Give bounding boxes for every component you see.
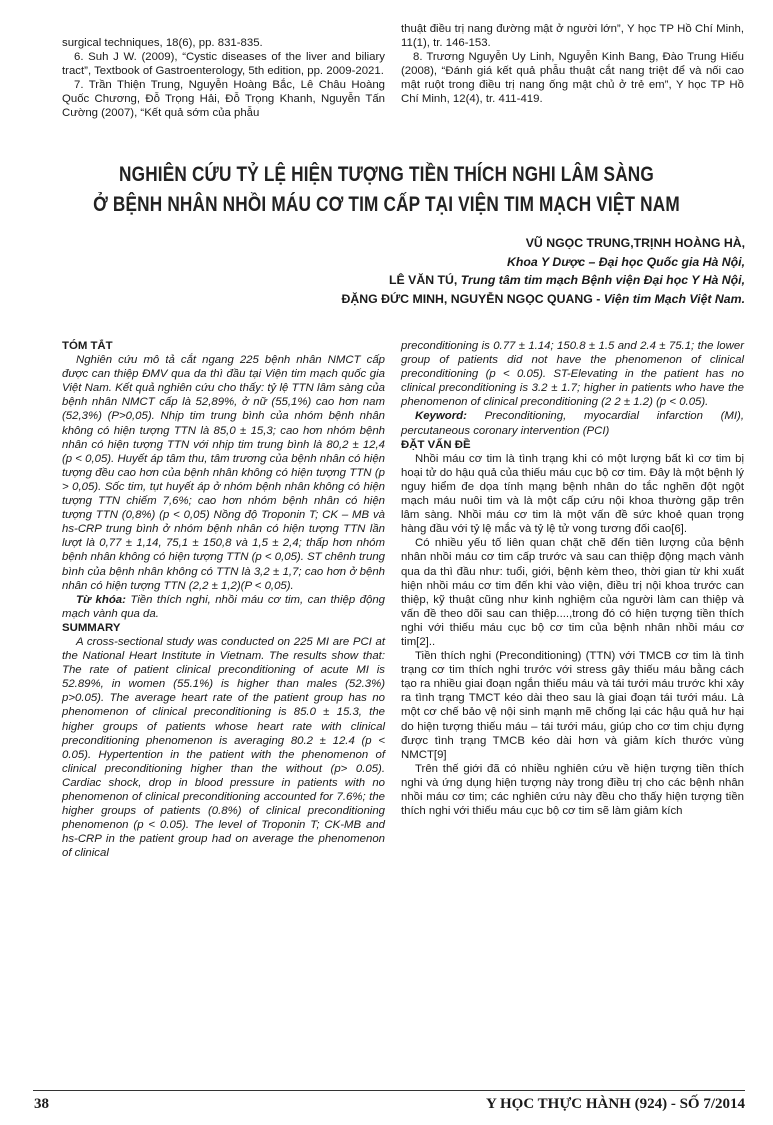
abstract-vi-keywords xyxy=(62,593,385,621)
abstract-en-body: A cross-sectional study was conducted on 225 MI are PCI at the National Heart Institute in Vietnam. The results show that: The rate of patient clinical preconditioning of acute MI is 52.89%, in women (55.1%) is higher than males (52.3%) p>0.05). The average heart rate of the patient group has no phenomenon of clinical preconditioning is 85.0 ± 15.3, the higher groups of patients whose heart rate with clinical preconditioning phenomenon is averaging 80.2 ± 12.4 (p < 0.05). Hypertention in the patient with the phenomenon of clinical preconditioning higher than the without (p> 0.05). Cardiac shock, drop in blood pressure in patients with no phenomenon of clinical preconditioning accounted for 7.6%; the higher groups of patients (0.8%) of clinical preconditioning phenomenon (p < 0.05). The level of Troponin T; CK-MB and hs-CRP in the patient group had on average the phenomenon of clinical xyxy=(62,635,385,860)
references-right-column xyxy=(401,22,744,107)
author-affiliation: Viện tim Mạch Việt Nam. xyxy=(603,291,745,306)
keywords-label: Keyword: xyxy=(415,410,467,423)
author-names: LÊ VĂN TÚ, xyxy=(389,273,461,287)
references-left-column xyxy=(62,36,385,121)
intro-paragraph: Trên thế giới đã có nhiều nghiên cứu về hiện tượng tiền thích nghi và ứng dụng hiện tượng này trong điều trị cho các bệnh nhân nhồi máu cơ tim; các nghiên cứu này đều cho thấy hiện tượng tiền thích nghi với thiếu máu cục bộ cơ tim sẽ làm giảm kích xyxy=(401,762,744,818)
main-left-column xyxy=(62,339,385,860)
author-affiliation: Khoa Y Dược – Đại học Quốc gia Hà Nội, xyxy=(507,254,745,269)
intro-paragraph: Nhồi máu cơ tim là tình trạng khi có một lượng bất kì cơ tim bị hoại tử do hậu quả của thiếu máu cục bộ cơ tim. Đây là một bệnh lý nguy hiểm đe dọa tính mạng bệnh nhân do tắc nghẽn đột ngột mạch máu nuôi tim và là một cấp cứu nội khoa thường gặp trên lâm sàng. Nhồi máu cơ tim là một vấn đề sức khoẻ quan trọng hàng đầu với tỷ lệ mắc và tỷ lệ tử vong tương đối cao[6]. xyxy=(401,452,744,536)
author-affiliation: Trung tâm tim mạch Bệnh viện Đại học Y Hà Nội, xyxy=(460,273,745,287)
reference-item: surgical techniques, 18(6), pp. 831-835. xyxy=(62,37,263,49)
article-title-line-2: Ở BỆNH NHÂN NHỒI MÁU CƠ TIM CẤP TẠI VIỆN TIM MẠCH VIỆT NAM xyxy=(93,193,680,216)
author-names: VŨ NGỌC TRUNG,TRỊNH HOÀNG HÀ, xyxy=(525,236,745,250)
author-line xyxy=(145,234,745,253)
footer-divider xyxy=(33,1090,745,1091)
author-names: ĐẶNG ĐỨC MINH, NGUYỄN NGỌC QUANG - xyxy=(341,291,604,306)
abstract-en-heading: SUMMARY xyxy=(62,621,121,634)
reference-item: 8. Trương Nguyễn Uy Linh, Nguyễn Kinh Bang, Đào Trung Hiếu (2008), “Đánh giá kết quả phẫu thuật cắt nang triệt để và nối cao mật ruột trong điều trị nang ống mật chủ ở trẻ em”, Y học TP Hồ Chí Minh, 12(4), tr. 411-419. xyxy=(401,51,744,106)
author-line xyxy=(145,253,745,272)
journal-footer: Y HỌC THỰC HÀNH (924) - SỐ 7/2014 xyxy=(485,1096,745,1112)
abstract-vi-heading: TÓM TẮT xyxy=(62,340,113,352)
keywords-label: Từ khóa: xyxy=(76,593,126,606)
intro-heading: ĐẶT VẤN ĐỀ xyxy=(401,438,471,451)
author-line xyxy=(145,271,745,290)
keywords-text: Tiền thích nghi, nhồi máu cơ tim, can thiệp động mạch vành qua da. xyxy=(62,593,385,620)
intro-paragraph: Có nhiều yếu tố liên quan chặt chẽ đến tiên lượng của bệnh nhân nhồi máu cơ tim cấp trước và sau can thiệp động mạch vành qua da thì đầu như: tuổi, giới, bệnh kèm theo, thời gian từ khi xuất hiện nhồi máu cơ tim đến khi vào viện, điều trị nội khoa trước can thiệp, kỹ thuật cũng như kinh nghiệm của người làm can thiệp và vấn đề theo dõi sau can thiệp....,trong đó có hiện tượng tiền thích nghi với thiếu máu cục bộ cơ tim của bệnh nhân nhồi máu cơ tim[2].. xyxy=(401,537,744,648)
reference-item: 7. Trần Thiện Trung, Nguyễn Hoàng Bắc, Lê Châu Hoàng Quốc Chương, Đỗ Trọng Hải, Đỗ Trọng Khanh, Nguyễn Tấn Cường (2007), “Kết quả sớm của phẫu xyxy=(62,79,385,120)
reference-item: thuật điều trị nang đường mật ở người lớn”, Y học TP Hồ Chí Minh, 11(1), tr. 146-153. xyxy=(401,23,744,50)
intro-paragraph: Tiền thích nghi (Preconditioning) (TTN) với TMCB cơ tim là tình trạng cơ tim thích nghi trước với stress gây thiếu máu bằng cách tạo ra nhiều giai đoạn ngắn thiếu máu và tái tưới máu trước khi xảy ra tình trạng TMCT kéo dài theo sau là giai đoạn tái tưới máu. Là một cơ chế bảo vệ nội sinh mạnh mẽ chống lại các hậu quả hư hại do hiện tượng thiếu máu – tái tưới máu, giúp cho cơ tim chịu đựng được tình trạng TMCB kéo dài hơn và giảm kích thước vùng NMCT[9] xyxy=(401,650,744,761)
keywords-text: Preconditioning, myocardial infarction (MI), percutaneous coronary intervention (PCI) xyxy=(401,410,744,437)
reference-item: 6. Suh J W. (2009), “Cystic diseases of the liver and biliary tract”, Textbook of Gastroenterology, 5th edition, pp. 2009-2021. xyxy=(62,51,385,78)
abstract-en-body-continued: preconditioning is 0.77 ± 1.14; 150.8 ± 1.5 and 2.4 ± 75.1; the lower group of patients did not have the phenomenon of clinical preconditioning (p < 0.05). ST-Elevating in the patient has no clinical preconditioning is 3.2 ± 1.7; higher in patients who have the phenomenon of clinical preconditioning (2 2 ± 1.2) (p < 0.05). xyxy=(401,340,744,409)
abstract-vi-body: Nghiên cứu mô tả cắt ngang 225 bệnh nhân NMCT cấp được can thiệp ĐMV qua da thì đầu tại Viện tim mạch quốc gia Việt Nam. Kết quả nghiên cứu cho thấy: tỷ lệ TTN lâm sàng của bệnh nhân NMCT cấp là 52,89%, ở nữ (55,1%) cao hơn nam (52,3%) (P>0,05). Nhịp tim trung bình của nhóm bệnh nhân không có hiện tượng TTN là 85,0 ± 15,3; cao hơn nhóm bệnh nhân có hiện tượng TTN với nhịp tim trung bình là 80,2 ± 12,4 (p < 0,05). Huyết áp tâm thu, tâm trương của bệnh nhân có hiện tượng đều cao hơn của bệnh nhân không có hiện tượng TTN (p > 0,05). Sốc tim, tụt huyết áp ở nhóm bệnh nhân không có hiện tượng TTN chiếm 7,6%; cao hơn nhóm bệnh nhân có hiện tượng TTN (0,8%) (p < 0,05) Nồng độ Troponin T; CK – MB và hs-CRP trung bình ở nhóm bệnh nhân có hiện tượng TTN lần lượt là 0,77 ± 1,14, 75,1 ± 150,8 và 1,5 ± 2,4; thấp hơn nhóm bệnh nhân không có hiện tượng TTN (p < 0,05). ST chênh trung bình của bệnh nhân không có TTN là 3,2 ± 1,7; cao hơn ở bệnh nhân có hiện tượng TTN (2,2 ± 1,2)(P < 0,05). xyxy=(62,354,385,592)
author-line xyxy=(145,290,745,309)
article-title-line-1: NGHIÊN CỨU TỶ LỆ HIỆN TƯỢNG TIỀN THÍCH NGHI LÂM SÀNG xyxy=(119,163,654,186)
abstract-en-keywords xyxy=(401,409,744,437)
page-number: 38 xyxy=(34,1096,49,1112)
main-right-column xyxy=(401,339,744,818)
author-block xyxy=(145,234,745,308)
